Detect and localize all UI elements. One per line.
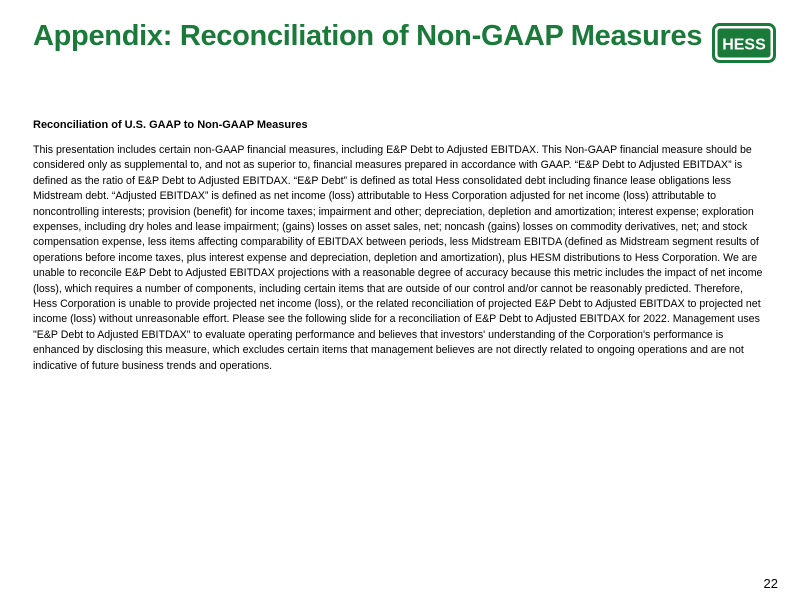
logo-text: HESS	[722, 36, 766, 54]
page-number: 22	[763, 576, 778, 591]
section-heading: Reconciliation of U.S. GAAP to Non-GAAP Measures	[33, 119, 308, 131]
body-paragraph: This presentation includes certain non-GAAP financial measures, including E&P Debt to Adjusted EBITDAX. This Non-GAAP financial measure should be considered only as supplemental to, and not as superior to, financial measures prepared in accordance with GAAP. “E&P Debt to Adjusted EBITDAX” is defined as the ratio of E&P Debt to Adjusted EBITDAX. “E&P Debt” is defined as total Hess consolidated debt including finance lease obligations less Midstream debt. “Adjusted EBITDAX” is defined as net income (loss) attributable to Hess Corporation adjusted for net income (loss) attributable to noncontrolling interests; provision (benefit) for income taxes; impairment and other; depreciation, depletion and amortization; interest expense; exploration expenses, including dry holes and lease impairment; (gains) losses on asset sales, net; noncash (gains) losses on commodity derivatives, net; and stock compensation expense, less items affecting comparability of EBITDAX between periods, less Midstream EBITDA (defined as Midstream segment results of operations before income taxes, plus interest expense and depreciation, depletion and amortization), plus HESM distributions to Hess Corporation. We are unable to reconcile E&P Debt to Adjusted EBITDAX projections with a reasonable degree of accuracy because this metric includes the impact of net income (loss), which requires a number of components, including certain items that are outside of our control and/or cannot be reasonably predicted. Therefore, Hess Corporation is unable to provide projected net income (loss), or the related reconciliation of projected E&P Debt to Adjusted EBITDAX to projected net income (loss) without unreasonable effort. Please see the following slide for a reconciliation of E&P Debt to Adjusted EBITDAX for 2022. Management uses "E&P Debt to Adjusted EBITDAX" to evaluate operating performance and believes that investors' understanding of the Corporation's performance is enhanced by disclosing this measure, which excludes certain items that management believes are not directly related to ongoing operations and are not indicative of future business trends and operations.	[33, 144, 763, 372]
hess-logo	[712, 23, 776, 63]
hess-logo-graphic	[712, 23, 776, 63]
content-area	[33, 118, 763, 374]
slide-title: Appendix: Reconciliation of Non-GAAP Measures	[33, 20, 703, 52]
